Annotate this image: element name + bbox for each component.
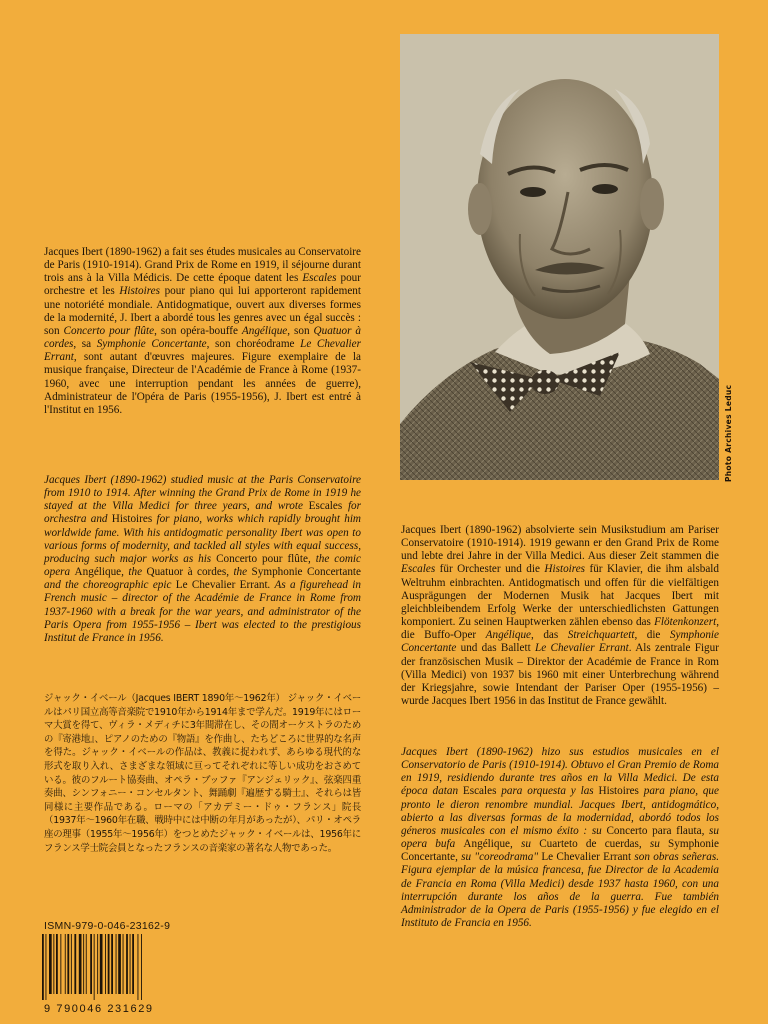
barcode-bar [83,934,84,994]
barcode-number: 9 790046 231629 [44,1003,154,1015]
barcode-bar [67,934,69,994]
barcode-bar [141,934,142,1000]
barcode-bar [132,934,134,994]
ismn-label: ISMN-979-0-046-23162-9 [44,920,171,932]
barcode-bar [123,934,124,994]
barcode-bar [138,934,139,1000]
barcode-bar [46,934,47,1000]
barcode-bar [90,934,92,994]
barcode-bar [74,934,76,994]
barcode-bar [94,934,95,1000]
barcode-bar [130,934,131,994]
photo-credit: Photo Archives Leduc [724,384,733,482]
barcode-bar [100,934,103,994]
barcode-bar [60,934,61,994]
barcode-bar [65,934,66,994]
barcode-bar [105,934,106,994]
portrait-illustration [400,34,719,480]
barcode-bar [97,934,98,994]
barcode [38,934,166,1014]
biography-english: Jacques Ibert (1890-1962) studied music at the Paris Conservatoire from 1910 to 1914. After winning the Grand Prix de Rome in 1919 he stayed at the Villa Medici for three years, and wrote Escales for orchestra and Histoires for piano, works which rapidly brought him worldwide fame. With his antidogmatic personality Ibert was open to various forms of modernity, and tackled all styles with equal success, producing such major works as his Concerto pour flûte, the comic opera Angélique, the Quatuor à cordes, the Symphonie Concertante and the choreographic epic Le Chevalier Errant. As a figurehead in French music – director of the Académie de France in Rome from 1937-1960 with a break for the war years, and administrator of the Paris Opera from 1955-1956 – Ibert was elected to the prestigious Institut de France in 1956. [44,474,362,644]
biography-french: Jacques Ibert (1890-1962) a fait ses études musicales au Conservatoire de Paris (1910-1914). Grand Prix de Rome en 1919, il séjourne durant trois ans à la Villa Médicis. De cette époque datent les Escales pour orchestre et les Histoires pour piano qui lui apporteront rapidement une notoriété mondiale. Antidogmatique, ouvert aux diverses formes de la modernité, J. Ibert a abordé tous les genres avec un égal succès : son Concerto pour flûte, son opéra-bouffe Angélique, son Quatuor à cordes, sa Symphonie Concertante, son choréodrame Le Chevalier Errant, sont autant d'œuvres majeures. Figure exemplaire de la musique française, Directeur de l'Académie de France à Rome (1937-1960, avec une interruption pendant les années de guerre), Administrateur de l'Opéra de Paris (1955-1956), J. Ibert est entré à l'Institut en 1956. [44,246,362,416]
barcode-bar [49,934,52,994]
barcode-bar [42,934,44,1000]
barcode-bar [108,934,110,994]
barcode-bar [56,934,58,994]
barcode-bar [116,934,117,994]
barcode-bar [71,934,72,994]
portrait-photo [400,34,719,480]
biography-spanish: Jacques Ibert (1890-1962) hizo sus estudios musicales en el Conservatorio de Paris (1910-1914). Obtuvo el Gran Premio de Roma en 1919, residiendo durante tres años en la Villa Medici. De esta época datan Escales para orquesta y las Histoires para piano, que pronto le dieron renombre mundial. Jacques Ibert, antidogmático, abierto a las diversas formas de la modernidad, abordó todos los géneros musicales con el mismo éxito : su Concerto para flauta, su opera bufa Angélique, su Cuarteto de cuerdas, su Symphonie Concertante, su "coreodrama" Le Chevalier Errant son obras señeras. Figura ejemplar de la música francesa, fue Director de la Academia de Francia en Roma (Villa Medici) desde 1937 hasta 1960, con una interrupción durante los años de la guerra. Fue también Administrador de la Opera de Paris (1955-1956) y fue elegido en el Instituto de Francia en 1956. [401,746,720,930]
barcode-bar [111,934,113,994]
barcode-bar [86,934,87,994]
barcode-bar [126,934,128,994]
barcode-bars [38,934,166,1000]
barcode-bar [53,934,54,994]
barcode-bar [118,934,121,994]
biography-german: Jacques Ibert (1890-1962) absolvierte sein Musikstudium am Pariser Conservatoire (1910-1914). 1919 gewann er den Grand Prix de Rome und lebte drei Jahre in der Villa Medici. Aus dieser Zeit stammen die Escales für Orchester und die Histoires für Klavier, die ihm alsbald Weltruhm einbrachten. Antidogmatisch und offen für die vielfältigen Ausprägungen der Modernen Musik hat Jacques Ibert mit gleichbleibendem Erfolg Werke der unterschiedlichsten Gattungen komponiert. Zu seinen Hauptwerken zählen ebenso das Flötenkonzert, die Buffo-Oper Angélique, das Streichquartett, die Symphonie Concertante und das Ballett Le Chevalier Errant. Als zentrale Figur der französischen Musik – Direktor der Académie de France in Rom (Villa Medici) von 1937 bis 1960 mit einer Unterbrechung während der Kriegsjahre, sowie Intendant der Pariser Oper (1955-1956) – wurde Jacques Ibert 1956 in das Institut de France gewählt. [401,524,719,708]
biography-japanese: ジャック・イベール（Jacques IBERT 1890年〜1962年） ジャック・イベールはパリ国立高等音楽院で1910年から1914年まで学んだ。1919年にはローマ大賞を得て、ヴィラ・メディチに3年間滞在し、その間オーケストラのための『寄港地』、ピアノのための『物語』を作曲し、たちどころに世界的な名声を得た。ジャック・イベールの作品は、教義に捉われず、あらゆる現代的な形式を取り入れ、さまざまな領域に亘ってそれぞれに等しい成功をおさめている。彼のフルート協奏曲、オペラ・ブッファ『アンジェリック』、弦楽四重奏曲、シンフォニー・コンセルタント、舞踊劇『遍歴する騎士』、それらは皆同様に主要作品である。ローマの「アカデミー・ドゥ・フランス」院長（1937年〜1960年在職、戦時中には中断の年月があったが）、パリ・オペラ座の理事（1955年〜1956年）をつとめたジャック・イベールは、1956年にフランス学士院会員となったフランスの音楽家の著名な人物であった。 [44,693,361,854]
barcode-bar [79,934,82,994]
